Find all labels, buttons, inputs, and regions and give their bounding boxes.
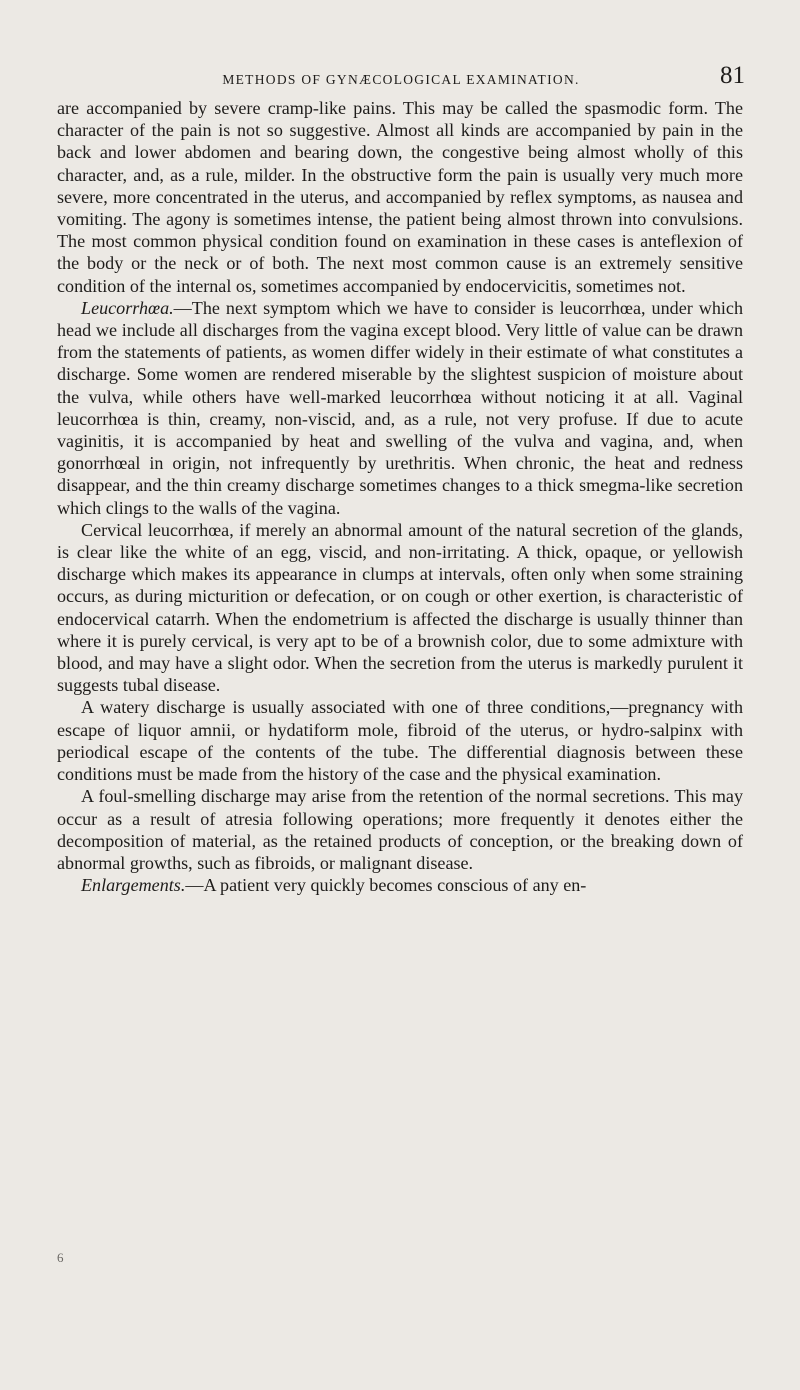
- page-number: 81: [720, 62, 745, 89]
- paragraph-enlargements: [57, 874, 743, 896]
- paragraph-text: —A patient very quickly becomes conscious of any en-: [185, 875, 587, 896]
- paragraph-text: —The next symptom which we have to consider is leucorrhœa, under which head we include all discharges from the vagina except blood. Very little of value can be drawn from the statements of patients, as women differ widely in their estimate of what constitutes a discharge. Some women are rendered miserable by the slightest suspicion of moisture about the vulva, while others have well-marked leucorrhœa without noticing it at all. Vaginal leucorrhœa is thin, creamy, non-viscid, and, as a rule, not very profuse. If due to acute vaginitis, it is accompanied by heat and swelling of the vulva and vagina, and, when gonorrhœal in origin, not infrequently by urethritis. When chronic, the heat and redness disappear, and the thin creamy discharge sometimes changes to a thick smegma-like secretion which clings to the walls of the vagina.: [57, 297, 743, 518]
- running-title: METHODS OF GYNÆCOLOGICAL EXAMINATION.: [222, 72, 580, 87]
- paragraph-leucorrhoea: [57, 297, 743, 519]
- body-text: [57, 97, 743, 896]
- section-heading-leucorrhoea: Leucorrhœa.: [81, 297, 174, 318]
- running-head: [57, 62, 745, 92]
- paragraph: are accompanied by severe cramp-like pains. This may be called the spasmodic form. The character of the pain is not so suggestive. Almost all kinds are accompanied by pain in the back and lower abdomen and bearing down, the congestive being almost wholly of this character, and, as a rule, milder. In the obstructive form the pain is usually very much more severe, more concentrated in the uterus, and accompanied by reflex symptoms, as nausea and vomiting. The agony is sometimes intense, the patient being almost thrown into convulsions. The most common physical condition found on examination in these cases is anteflexion of the body or the neck or of both. The next most common cause is an extremely sensitive condition of the internal os, sometimes accompanied by endocervicitis, sometimes not.: [57, 98, 743, 296]
- section-heading-enlargements: Enlargements.: [81, 875, 186, 896]
- paragraph: Cervical leucorrhœa, if merely an abnormal amount of the natural secretion of the glands, is clear like the white of an egg, viscid, and non-irritating. A thick, opaque, or yellowish discharge which makes its appearance in clumps at intervals, often only when some straining occurs, as during micturition or defecation, or on cough or other exertion, is characteristic of endocervical catarrh. When the endometrium is affected the discharge is usually thinner than where it is purely cervical, is very apt to be of a brownish color, due to some admixture with blood, and may have a slight odor. When the secretion from the uterus is markedly purulent it suggests tubal disease.: [57, 519, 743, 696]
- signature-mark: 6: [57, 1250, 64, 1265]
- paragraph: A foul-smelling discharge may arise from the retention of the normal secretions. This may occur as a result of atresia following operations; more frequently it denotes either the decomposition of material, as the retained products of conception, or the breaking down of abnormal growths, such as fibroids, or malignant disease.: [57, 786, 743, 873]
- paragraph: A watery discharge is usually associated with one of three conditions,—pregnancy with escape of liquor amnii, or hydatiform mole, fibroid of the uterus, or hydro-salpinx with periodical escape of the contents of the tube. The differential diagnosis between these conditions must be made from the history of the case and the physical examination.: [57, 697, 743, 785]
